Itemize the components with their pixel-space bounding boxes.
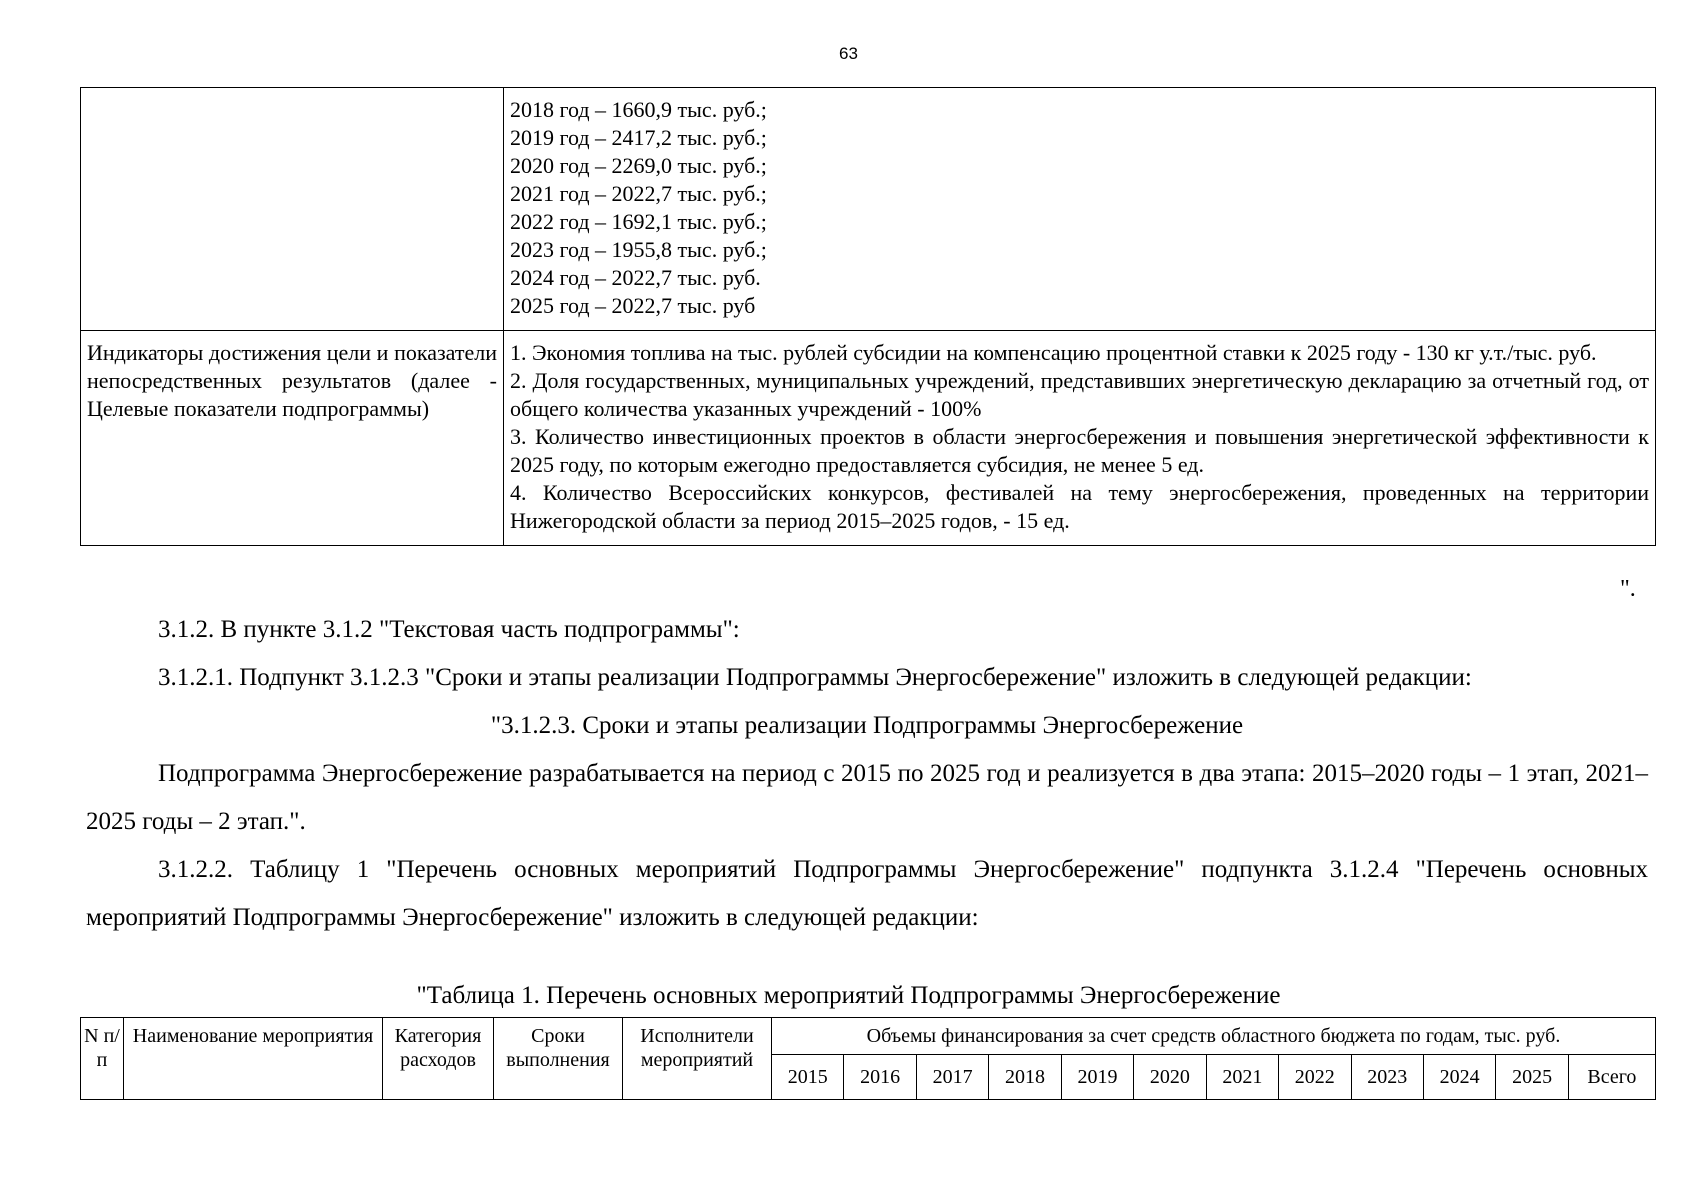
header-year: 2016 xyxy=(844,1055,916,1100)
paragraph-3-1-2: 3.1.2. В пункте 3.1.2 "Текстовая часть подпрограммы": xyxy=(158,616,740,643)
funding-line: 2022 год – 1692,1 тыс. руб.; xyxy=(510,209,767,234)
section-heading-3-1-2-3: "3.1.2.3. Сроки и этапы реализации Подпрограммы Энергосбережение xyxy=(490,712,1244,739)
header-funding-volumes: Объемы финансирования за счет средств областного бюджета по годам, тыс. руб. xyxy=(772,1018,1656,1055)
closing-quote: ". xyxy=(1620,576,1636,602)
table-cell-funding-by-year xyxy=(504,88,1656,331)
header-year: 2020 xyxy=(1134,1055,1206,1100)
table-header-row xyxy=(81,1018,1656,1055)
funding-line: 2024 год – 2022,7 тыс. руб. xyxy=(510,265,761,290)
header-year: 2015 xyxy=(772,1055,844,1100)
funding-line: 2025 год – 2022,7 тыс. руб xyxy=(510,293,756,318)
header-measure-name: Наименование мероприятия xyxy=(124,1018,383,1100)
paragraph-terms-stages: Подпрограмма Энергосбережение разрабатывается на период с 2015 по 2025 год и реализуется в два этапа: 2015–2020 годы – 1 этап, 2021–2025 годы – 2 этап.". xyxy=(86,760,1648,835)
table-row xyxy=(81,331,1656,546)
table-row xyxy=(81,88,1656,331)
paragraph-3-1-2-1: 3.1.2.1. Подпункт 3.1.2.3 "Сроки и этапы реализации Подпрограммы Энергосбережение" изложить в следующей редакции: xyxy=(158,664,1472,691)
header-terms: Сроки выполнения xyxy=(494,1018,623,1100)
header-year: 2018 xyxy=(989,1055,1061,1100)
header-total: Всего xyxy=(1568,1055,1655,1100)
funding-line: 2019 год – 2417,2 тыс. руб.; xyxy=(510,125,767,150)
indicator-item: 1. Экономия топлива на тыс. рублей субсидии на компенсацию процентной ставки к 2025 году - 130 кг у.т./тыс. руб. xyxy=(510,340,1597,365)
header-year: 2021 xyxy=(1206,1055,1278,1100)
paragraph-3-1-2-2: 3.1.2.2. Таблицу 1 "Перечень основных мероприятий Подпрограммы Энергосбережение" подпункта 3.1.2.4 "Перечень основных мероприятий Подпрограммы Энергосбережение" изложить в следующей редакции: xyxy=(86,856,1648,931)
header-expense-category: Категория расходов xyxy=(383,1018,494,1100)
header-year: 2022 xyxy=(1279,1055,1351,1100)
funding-line: 2021 год – 2022,7 тыс. руб.; xyxy=(510,181,767,206)
table-cell-indicators-label: Индикаторы достижения цели и показатели непосредственных результатов (далее - Целевые показатели подпрограммы) xyxy=(81,331,504,546)
header-year: 2023 xyxy=(1351,1055,1423,1100)
header-year: 2024 xyxy=(1423,1055,1495,1100)
indicator-item: 3. Количество инвестиционных проектов в области энергосбережения и повышения энергетической эффективности к 2025 году, по которым ежегодно предоставляется субсидия, не менее 5 ед. xyxy=(510,424,1649,477)
table-cell-label xyxy=(81,88,504,331)
indicator-item: 2. Доля государственных, муниципальных учреждений, представивших энергетическую декларацию за отчетный год, от общего количества указанных учреждений - 100% xyxy=(510,368,1649,421)
table-caption: "Таблица 1. Перечень основных мероприятий Подпрограммы Энергосбережение xyxy=(416,982,1281,1009)
funding-line: 2023 год – 1955,8 тыс. руб.; xyxy=(510,237,767,262)
header-executors: Исполнители мероприятий xyxy=(623,1018,772,1100)
table-cell-indicators-list xyxy=(504,331,1656,546)
subprogram-passport-table xyxy=(80,87,1656,546)
funding-line: 2020 год – 2269,0 тыс. руб.; xyxy=(510,153,767,178)
header-year: 2019 xyxy=(1061,1055,1133,1100)
header-year: 2025 xyxy=(1496,1055,1568,1100)
header-year: 2017 xyxy=(916,1055,988,1100)
indicator-item: 4. Количество Всероссийских конкурсов, фестивалей на тему энергосбережения, проведенных на территории Нижегородской области за период 2015–2025 годов, - 15 ед. xyxy=(510,480,1649,533)
measures-table xyxy=(80,1017,1656,1100)
header-number: N п/п xyxy=(81,1018,124,1100)
funding-line: 2018 год – 1660,9 тыс. руб.; xyxy=(510,97,767,122)
page-number: 63 xyxy=(839,44,858,63)
